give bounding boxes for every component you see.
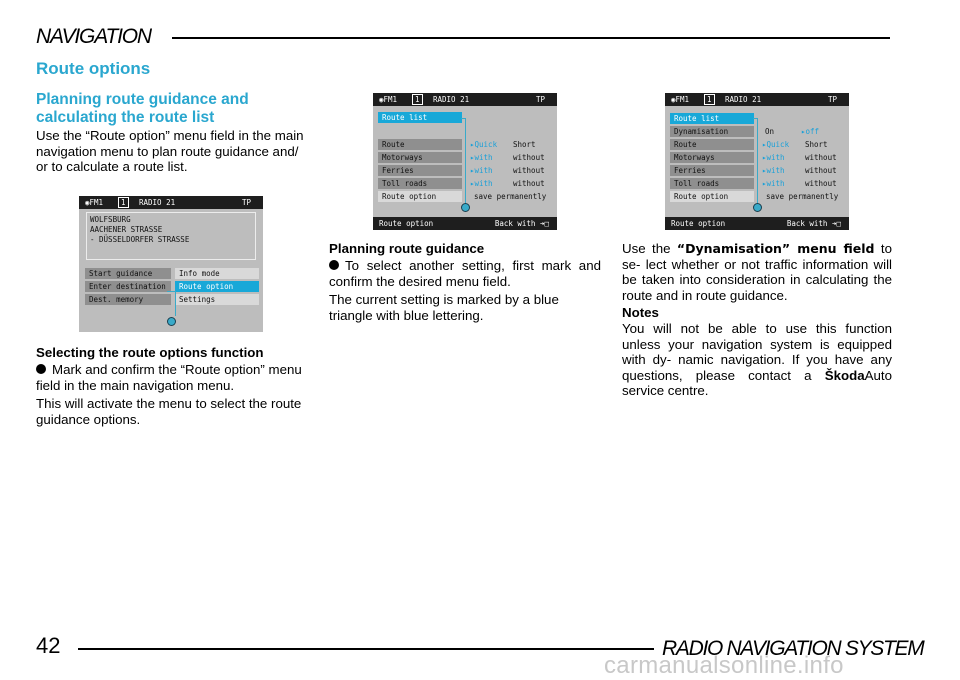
preset-number: 1 [704, 94, 715, 105]
rotary-knob-icon [753, 203, 762, 212]
row-motorways[interactable]: Motorways [378, 152, 462, 163]
current-setting: ▸with [470, 153, 493, 162]
alt-setting[interactable]: Short [513, 140, 536, 149]
para-text: to se- lect whether or not traffic information will be taken into consideration in calculating the route and in route guidance. [622, 241, 892, 303]
row-toll-roads[interactable]: Toll roads [378, 178, 462, 189]
menu-item-route-option[interactable]: Route option [175, 281, 259, 292]
selecting-bullet [36, 362, 306, 393]
row-route[interactable]: Route [378, 139, 462, 150]
back-with[interactable]: Back with ➔□ [494, 219, 549, 228]
rotary-knob-icon [167, 317, 176, 326]
row-route[interactable]: Route [670, 139, 754, 150]
current-setting: ▸Quick [762, 140, 790, 149]
menu-item-info-mode[interactable]: Info mode [175, 268, 259, 279]
pointer-line [175, 291, 176, 316]
alt-setting[interactable]: without [513, 166, 545, 175]
screen-topbar [665, 93, 849, 106]
address-line: AACHENER STRASSE [90, 225, 163, 234]
menu-item-enter-destination[interactable]: Enter destination [85, 281, 171, 292]
current-setting: ▸off [801, 127, 820, 136]
screen-bottombar [373, 217, 557, 230]
bottom-route-option: Route option [671, 219, 726, 228]
alt-setting[interactable]: Short [805, 140, 828, 149]
alt-setting[interactable]: without [805, 166, 837, 175]
notes-text: You will not be able to use this function unless your navigation system is equipped with dy- namic navigation. If you have any questions, please contact a [622, 321, 892, 383]
radio-screen-route-options [373, 93, 557, 230]
row-dynamisation[interactable]: Dynamisation [670, 126, 754, 137]
brand-auto: Auto [864, 367, 892, 383]
screen-bottombar [665, 217, 849, 230]
notes-text: service centre. [622, 383, 709, 398]
row-route-option[interactable]: Route option [670, 191, 754, 202]
route-list-button[interactable]: Route list [670, 113, 754, 124]
preset-number: 1 [412, 94, 423, 105]
header-title: NAVIGATION [36, 25, 151, 48]
station-name: RADIO 21 [139, 198, 176, 207]
radio-screen-main-menu [79, 196, 263, 332]
station-name: RADIO 21 [433, 95, 470, 104]
route-list-button[interactable]: Route list [378, 112, 462, 123]
row-ferries[interactable]: Ferries [378, 165, 462, 176]
radio-source: ◉FM1 [379, 95, 398, 104]
screen-topbar [373, 93, 557, 106]
tp-indicator: TP [241, 198, 251, 207]
row-toll-roads[interactable]: Toll roads [670, 178, 754, 189]
alt-setting[interactable]: without [805, 153, 837, 162]
page-number: 42 [36, 633, 61, 658]
menu-item-dest-memory[interactable]: Dest. memory [85, 294, 171, 305]
notes-paragraph [622, 321, 892, 399]
pointer-line [757, 118, 758, 204]
pointer-line [465, 118, 466, 204]
alt-setting[interactable]: without [513, 179, 545, 188]
dynamisation-paragraph [622, 241, 892, 303]
intro-paragraph: Use the “Route option” menu field in the main navigation menu to plan route guidance and/ or to calculate a route list. [36, 128, 304, 174]
save-permanently[interactable]: save permanently [766, 192, 839, 201]
planning-bullet [329, 258, 601, 289]
screen-topbar [79, 196, 263, 209]
menu-item-settings[interactable]: Settings [175, 294, 259, 305]
selecting-paragraph: This will activate the menu to select the route guidance options. [36, 396, 302, 427]
selecting-heading: Selecting the route options function [36, 345, 264, 360]
address-box [86, 212, 256, 260]
para-text: Use the [622, 241, 677, 256]
footer-rule [78, 648, 654, 650]
header-rule [172, 37, 890, 39]
radio-source: ◉FM1 [85, 198, 104, 207]
address-line: WOLFSBURG [90, 215, 131, 224]
current-setting: ▸with [762, 166, 785, 175]
back-with[interactable]: Back with ➔□ [786, 219, 841, 228]
tp-indicator: TP [535, 95, 545, 104]
bullet-icon [329, 260, 339, 270]
current-setting: ▸with [470, 166, 493, 175]
bullet-icon [36, 364, 46, 374]
rotary-knob-icon [461, 203, 470, 212]
current-setting: ▸with [470, 179, 493, 188]
planning-paragraph: The current setting is marked by a blue triangle with blue lettering. [329, 292, 559, 323]
alt-setting[interactable]: without [513, 153, 545, 162]
alt-setting[interactable]: On [765, 127, 775, 136]
station-name: RADIO 21 [725, 95, 762, 104]
row-route-option[interactable]: Route option [378, 191, 462, 202]
bottom-route-option: Route option [379, 219, 434, 228]
bullet-text: To select another setting, first mark and confirm the desired menu field. [329, 258, 601, 289]
subsection-title: Planning route guidance and calculating the route list [36, 91, 249, 126]
dynamisation-field-ref: “Dynamisation” menu field [676, 241, 875, 256]
row-motorways[interactable]: Motorways [670, 152, 754, 163]
address-line: - DÜSSELDORFER STRASSE [90, 235, 190, 244]
current-setting: ▸Quick [470, 140, 498, 149]
watermark: carmanualsonline.info [604, 652, 844, 679]
footer-title: RADIO NAVIGATION SYSTEM [662, 637, 924, 660]
preset-number: 1 [118, 197, 129, 208]
current-setting: ▸with [762, 179, 785, 188]
tp-indicator: TP [827, 95, 837, 104]
section-title: Route options [36, 59, 151, 78]
menu-item-start-guidance[interactable]: Start guidance [85, 268, 171, 279]
radio-screen-dynamisation [665, 93, 849, 230]
planning-heading: Planning route guidance [329, 241, 485, 256]
brand-skoda: Škoda [824, 367, 865, 383]
bullet-text: Mark and confirm the “Route option” menu field in the main navigation menu. [36, 362, 302, 393]
radio-source: ◉FM1 [671, 95, 690, 104]
pointer-line [167, 291, 176, 292]
row-ferries[interactable]: Ferries [670, 165, 754, 176]
current-setting: ▸with [762, 153, 785, 162]
alt-setting[interactable]: without [805, 179, 837, 188]
save-permanently[interactable]: save permanently [474, 192, 547, 201]
notes-heading: Notes [622, 305, 659, 320]
